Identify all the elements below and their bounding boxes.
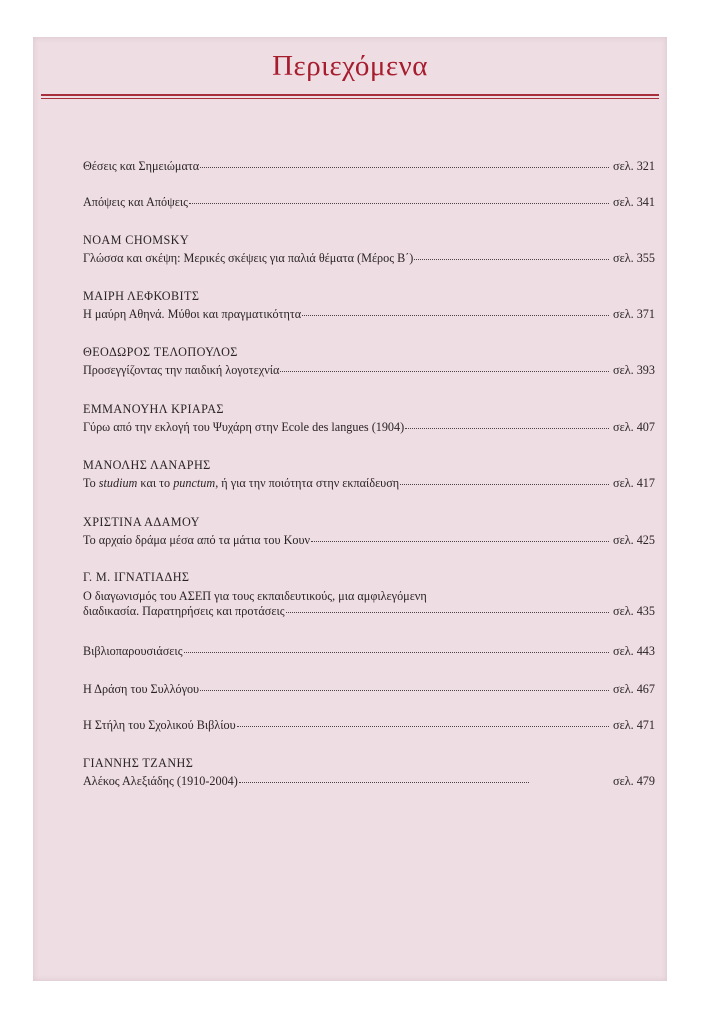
entry-page: σελ. 321 <box>613 159 655 173</box>
toc-entry <box>83 570 655 619</box>
toc-entry <box>83 289 655 322</box>
entry-page: σελ. 355 <box>613 251 655 265</box>
toc-entry <box>83 233 655 266</box>
entry-title: Αλέκος Αλεξιάδης (1910-2004) <box>83 774 238 788</box>
entry-author: ΧΡΙΣΤΙΝΑ ΑΔΑΜΟΥ <box>83 515 200 529</box>
leader-dots <box>414 259 609 260</box>
page-title: Περιεχόμενα <box>272 50 428 82</box>
entry-title: Η Δράση του Συλλόγου <box>83 682 200 696</box>
entry-author: NOAM CHOMSKY <box>83 233 190 247</box>
entry-page: σελ. 341 <box>613 195 655 209</box>
toc-entry <box>83 402 655 435</box>
entry-title: Θέσεις και Σημειώματα <box>83 159 200 173</box>
entry-author: ΜΑΝΟΛΗΣ ΛΑΝΑΡΗΣ <box>83 458 211 472</box>
entry-author: ΓΙΑΝΝΗΣ ΤΖΑΝΗΣ <box>83 756 194 770</box>
entry-title: Γύρω από την εκλογή του Ψυχάρη στην Ecole des langues (1904) <box>83 420 405 434</box>
leader-dots <box>405 428 609 429</box>
leader-dots <box>302 315 609 316</box>
entry-author: ΕΜΜΑΝΟΥΗΛ ΚΡΙΑΡΑΣ <box>83 402 224 416</box>
entry-title: διαδικασία. Παρατηρήσεις και προτάσεις <box>83 604 285 618</box>
entry-title: Απόψεις και Απόψεις <box>83 195 188 209</box>
toc-entry <box>83 682 655 697</box>
entry-title: Το studium και το punctum, ή για την ποιότητα στην εκπαίδευση <box>83 476 400 490</box>
entry-page: σελ. 443 <box>613 644 655 658</box>
leader-dots <box>200 167 609 168</box>
leader-dots <box>400 484 609 485</box>
leader-dots <box>280 371 609 372</box>
toc-entry <box>83 718 655 733</box>
entry-title: Βιβλιοπαρουσιάσεις <box>83 644 183 658</box>
toc-entry <box>83 644 655 659</box>
entry-title: Η μαύρη Αθηνά. Μύθοι και πραγματικότητα <box>83 307 302 321</box>
title-rule <box>41 94 659 96</box>
title-rule-thin <box>41 98 659 99</box>
toc-entry <box>83 515 655 548</box>
entry-title: Το αρχαίο δράμα μέσα από τα μάτια του Κουν <box>83 533 311 547</box>
toc-entry <box>83 195 655 210</box>
leader-dots <box>189 203 609 204</box>
leader-dots <box>237 726 609 727</box>
page-sheet <box>33 37 667 981</box>
toc-entry <box>83 159 655 174</box>
entry-title: Προσεγγίζοντας την παιδική λογοτεχνία <box>83 363 280 377</box>
entry-author: Γ. Μ. ΙΓΝΑΤΙΑΔΗΣ <box>83 570 190 584</box>
entry-page: σελ. 407 <box>613 420 655 434</box>
leader-dots <box>200 690 609 691</box>
entry-page: σελ. 435 <box>613 604 655 618</box>
entry-page: σελ. 425 <box>613 533 655 547</box>
entry-title: Γλώσσα και σκέψη: Μερικές σκέψεις για παλιά θέματα (Μέρος Β΄) <box>83 251 414 265</box>
entry-author: ΜΑΙΡΗ ΛΕΦΚΟΒΙΤΣ <box>83 289 200 303</box>
leader-dots <box>311 541 609 542</box>
entry-title: Η Στήλη του Σχολικού Βιβλίου <box>83 718 236 732</box>
toc-entry <box>83 756 655 789</box>
entry-title-line1: Ο διαγωνισμός του ΑΣΕΠ για τους εκπαιδευτικούς, μια αμφιλεγόμενη <box>83 589 427 603</box>
entry-author: ΘΕΟΔΩΡΟΣ ΤΕΛΟΠΟΥΛΟΣ <box>83 345 238 359</box>
entry-page: σελ. 371 <box>613 307 655 321</box>
leader-dots <box>286 612 609 613</box>
leader-dots <box>239 782 529 783</box>
entry-page: σελ. 393 <box>613 363 655 377</box>
entry-page: σελ. 417 <box>613 476 655 490</box>
entry-page: σελ. 471 <box>613 718 655 732</box>
entry-page: σελ. 479 <box>613 774 655 788</box>
entry-page: σελ. 467 <box>613 682 655 696</box>
toc-entry <box>83 458 655 491</box>
toc-entry <box>83 345 655 378</box>
leader-dots <box>184 652 609 653</box>
